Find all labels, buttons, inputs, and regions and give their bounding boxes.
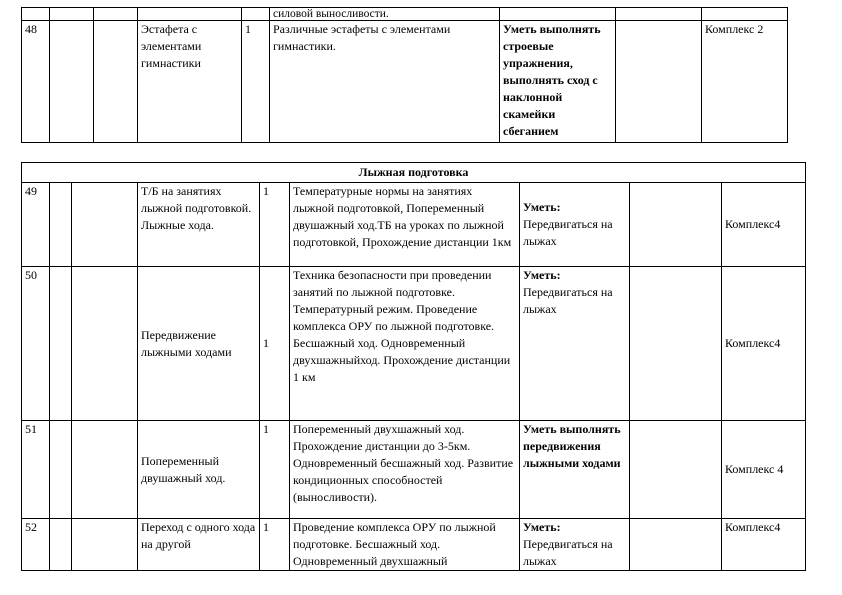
num-cell	[22, 8, 50, 21]
skills-cell	[520, 183, 630, 267]
content-cell: Техника безопасности при проведении занятий по лыжной подготовке. Температурный режим. Проведение комплекса ОРУ по лыжной подготовке. Бесшажный ход. Одновременный двухшажныйход. Прохождение дистанции 1 км	[290, 267, 520, 421]
hours-cell: 1	[260, 519, 290, 571]
hours-cell: 1	[242, 21, 270, 143]
date-plan-cell	[50, 183, 72, 267]
skills-cell	[520, 519, 630, 571]
table-row	[22, 267, 806, 421]
date-fact-cell	[72, 267, 138, 421]
date-plan-cell	[50, 421, 72, 519]
date-fact-cell	[72, 519, 138, 571]
control-cell	[616, 21, 702, 143]
num-cell: 48	[22, 21, 50, 143]
topic-cell: Переход с одного хода на другой	[138, 519, 260, 571]
num-cell: 51	[22, 421, 50, 519]
date-plan-cell	[50, 21, 94, 143]
table-row	[22, 519, 806, 571]
num-cell: 52	[22, 519, 50, 571]
hours-cell: 1	[260, 421, 290, 519]
content-cell: силовой выносливости.	[270, 8, 500, 21]
lesson-table-top	[21, 7, 788, 143]
date-plan-cell	[50, 267, 72, 421]
skills-title: Уметь:	[523, 268, 561, 282]
skills-cell	[520, 267, 630, 421]
skills-text: Передвигаться на лыжах	[523, 537, 613, 568]
table-row	[22, 21, 788, 143]
complex-cell	[702, 8, 788, 21]
content-cell: Проведение комплекса ОРУ по лыжной подготовке. Бесшажный ход. Одновременный двухшажный	[290, 519, 520, 571]
skills-cell	[500, 8, 616, 21]
complex-cell: Комплекс4	[722, 519, 806, 571]
date-fact-cell	[94, 21, 138, 143]
topic-cell: Эстафета с элементами гимнастики	[138, 21, 242, 143]
content-cell: Различные эстафеты с элементами гимнастики.	[270, 21, 500, 143]
topic-cell: Т/Б на занятиях лыжной подготовкой. Лыжные хода.	[138, 183, 260, 267]
complex-cell: Комплекс4	[722, 267, 806, 421]
skills-title: Уметь:	[523, 520, 561, 534]
complex-cell: Комплекс 2	[702, 21, 788, 143]
control-cell	[616, 8, 702, 21]
date-fact-cell	[72, 421, 138, 519]
complex-cell: Комплекс4	[722, 183, 806, 267]
hours-cell: 1	[260, 267, 290, 421]
hours-cell	[242, 8, 270, 21]
skills-title: Уметь:	[523, 200, 561, 214]
lesson-table-skiing	[21, 162, 806, 571]
date-plan-cell	[50, 8, 94, 21]
table-row	[22, 8, 788, 21]
num-cell: 49	[22, 183, 50, 267]
skills-cell: Уметь выполнять строевые упражнения, выполнять сход с наклонной скамейки сбеганием	[500, 21, 616, 143]
section-row	[22, 163, 806, 183]
topic-cell: Передвижение лыжными ходами	[138, 267, 260, 421]
skills-text: Передвигаться на лыжах	[523, 217, 613, 248]
content-cell: Температурные нормы на занятиях лыжной подготовкой, Попеременный двушажный ход.ТБ на уроках по лыжной подготовкой, Прохождение дистанции 1км	[290, 183, 520, 267]
date-fact-cell	[94, 8, 138, 21]
section-title: Лыжная подготовка	[22, 163, 806, 183]
content-cell: Попеременный двухшажный ход. Прохождение дистанции до 3-5км. Одновременный бесшажный ход. Развитие кондиционных способностей (выносливости).	[290, 421, 520, 519]
hours-cell: 1	[260, 183, 290, 267]
control-cell	[630, 421, 722, 519]
table-row	[22, 183, 806, 267]
control-cell	[630, 519, 722, 571]
num-cell: 50	[22, 267, 50, 421]
skills-cell: Уметь выполнять передвижения лыжными ходами	[520, 421, 630, 519]
complex-cell: Комплекс 4	[722, 421, 806, 519]
topic-cell: Попеременный двушажный ход.	[138, 421, 260, 519]
control-cell	[630, 183, 722, 267]
skills-text: Передвигаться на лыжах	[523, 285, 613, 316]
table-row	[22, 421, 806, 519]
control-cell	[630, 267, 722, 421]
topic-cell	[138, 8, 242, 21]
date-fact-cell	[72, 183, 138, 267]
date-plan-cell	[50, 519, 72, 571]
